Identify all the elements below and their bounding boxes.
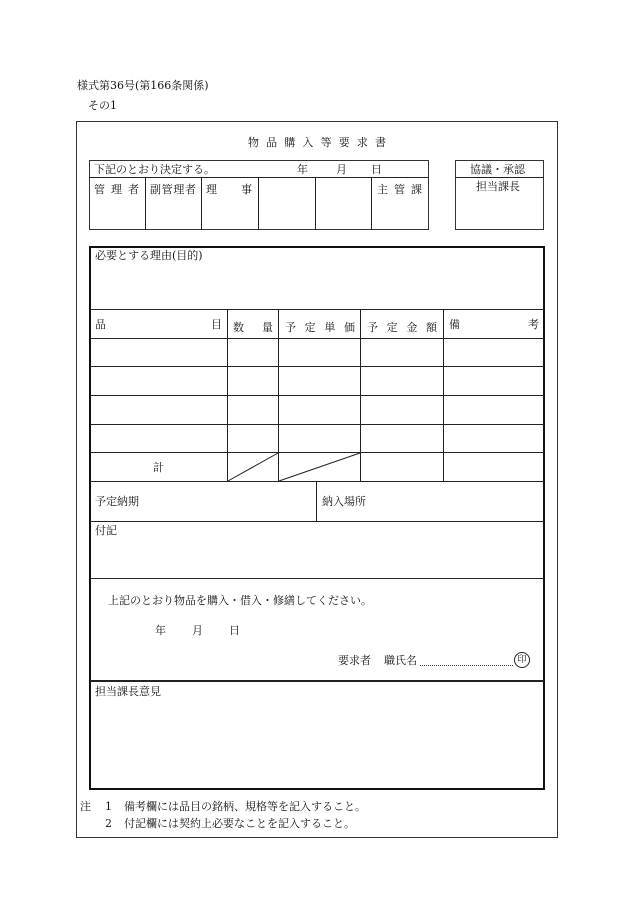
request-year-label: 年 [155,624,166,637]
approver-riji: 理 事 [206,183,252,196]
note-2-number: 2 [105,817,112,830]
decision-text: 下記のとおり決定する。 [94,163,215,176]
seal-mark: 印 [514,652,530,668]
note-1-number: 1 [105,800,112,813]
col-biko-left: 備 [449,318,460,331]
decision-day-label: 日 [371,163,382,176]
manager-opinion-label: 担当課長意見 [95,685,161,698]
col-hinmoku-left: 品 [95,318,106,331]
form-sub-number: その1 [88,99,117,112]
document-title: 物 品 購 入 等 要 求 書 [248,136,386,149]
total-unit-price-slash [278,452,361,482]
col-biko-right: 考 [528,318,539,331]
note-2-text: 付記欄には契約上必要なことを記入すること。 [124,817,355,830]
approver-kanrisha: 管 理 者 [94,183,139,196]
delivery-place-label: 納入場所 [322,495,366,508]
requester-label: 要求者 [338,654,371,667]
consult-title: 協議・承認 [470,163,525,176]
col-amount: 予 定 金 額 [367,321,437,334]
col-quantity: 数 量 [233,321,273,334]
form-number: 様式第36号(第166条関係) [77,79,209,92]
total-label: 計 [153,461,164,474]
total-quantity-slash [227,452,279,482]
approver-shukanka: 主 管 課 [377,183,422,196]
note-1-text: 備考欄には品目の銘柄、規格等を記入すること。 [124,800,366,813]
col-hinmoku-right: 目 [211,318,222,331]
decision-year-label: 年 [297,163,308,176]
request-day-label: 日 [229,624,240,637]
consult-sub: 担当課長 [476,180,520,193]
col-unit-price: 予 定 単 価 [285,321,355,334]
delivery-date-label: 予定納期 [95,495,139,508]
notes-prefix: 注 [80,800,91,813]
name-signature-line [420,665,513,666]
approver-fukukanrisha: 副 管 理 者 [150,183,196,196]
request-text: 上記のとおり物品を購入・借入・修繕してください。 [108,594,372,607]
remarks-label: 付記 [95,524,117,537]
request-month-label: 月 [192,624,203,637]
name-label: 職氏名 [384,654,417,667]
reason-label: 必要とする理由(目的) [95,249,203,262]
decision-month-label: 月 [336,163,347,176]
